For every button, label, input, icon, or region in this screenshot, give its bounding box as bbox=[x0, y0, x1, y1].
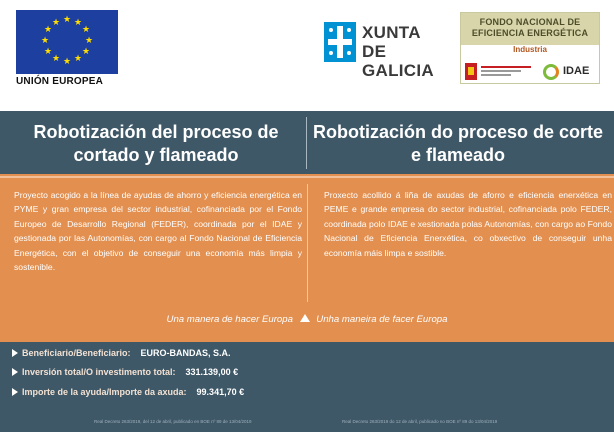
eu-logo bbox=[16, 10, 118, 90]
description-spanish: Proyecto acogido a la línea de ayudas de ahorro y eficiencia energética en PYME y gran empresa del sector industrial, cofinanciada por el Fondo Europeo de Desarrollo Regional (FEDER), coordinada por el IDAE y gestionada por las Autonomías, con cargo al Fondo Nacional de Eficiencia Energética, con el objetivo de conseguir una economía más limpia y sostenible. bbox=[14, 190, 302, 273]
fnee-heading bbox=[461, 13, 599, 45]
eu-flag bbox=[16, 10, 118, 74]
idae-logo bbox=[543, 63, 597, 81]
fnee-logo bbox=[460, 12, 600, 84]
motto-galician: Unha maneira de facer Europa bbox=[316, 314, 448, 325]
idae-wordmark: IDAE bbox=[563, 65, 590, 77]
arrow-right-icon bbox=[12, 349, 18, 357]
arrow-right-icon bbox=[12, 368, 18, 376]
description-galician: Proxecto acollido á liña de axudas de aforro e eficiencia enerxética en PEME e grande empresa do sector industrial, cofinanciada polo FEDER, coordinada polo IDAE e xestionada polas Autonomías, con cargo ao Fondo Nacional de Eficiencia Enerxética, co obxectivo de conseguir unha economía máis limpa e sostible. bbox=[324, 190, 612, 258]
svg-text:★: ★ bbox=[81, 25, 91, 35]
svg-text:★: ★ bbox=[81, 47, 91, 57]
arrow-right-icon bbox=[12, 388, 18, 396]
ministry-text-lines bbox=[481, 66, 531, 78]
logo-strip bbox=[0, 0, 614, 98]
svg-text:★: ★ bbox=[51, 54, 61, 64]
eu-label: UNIÓN EUROPEA bbox=[16, 76, 104, 87]
fnee-line1: FONDO NACIONAL DE bbox=[479, 17, 581, 27]
title-divider bbox=[306, 117, 307, 169]
beneficiary-label: Beneficiario/Beneficiario: bbox=[22, 348, 131, 358]
motto bbox=[0, 314, 614, 325]
aid-value: 99.341,70 € bbox=[196, 387, 245, 397]
investment-value: 331.139,00 € bbox=[185, 367, 239, 377]
svg-text:★: ★ bbox=[73, 18, 83, 28]
beneficiary-row bbox=[12, 348, 231, 362]
aid-row bbox=[12, 387, 244, 401]
xunta-cross-icon bbox=[324, 22, 356, 62]
svg-text:★: ★ bbox=[43, 25, 53, 35]
eu-stars-icon bbox=[16, 10, 118, 74]
title-band bbox=[0, 111, 614, 174]
svg-text:★: ★ bbox=[43, 47, 53, 57]
investment-row bbox=[12, 367, 238, 381]
beneficiary-value: EURO-BANDAS, S.A. bbox=[140, 348, 231, 358]
svg-text:★: ★ bbox=[84, 36, 94, 46]
xunta-logo bbox=[324, 22, 444, 80]
legal-footnotes bbox=[0, 416, 614, 432]
idae-ring-icon bbox=[543, 64, 559, 80]
triangle-icon bbox=[300, 314, 310, 322]
footnote-spanish: Real Decreto 263/2019, del 12 de abril, publicado en BOE nº 89 de 13/04/2019 bbox=[94, 419, 252, 424]
panel-highlight-strip bbox=[0, 176, 614, 178]
spain-shield-icon bbox=[465, 63, 477, 80]
fnee-subtitle: Industria bbox=[513, 45, 547, 54]
fnee-line2: EFICIENCIA ENERGÉTICA bbox=[471, 28, 589, 38]
footnote-galician: Real Decreto 263/2019 do 12 de abril, publicado no BOE nº 89 do 13/04/2019 bbox=[342, 419, 498, 424]
title-galician: Robotización do proceso de corte e flameado bbox=[312, 122, 604, 165]
investment-label: Inversión total/O investimento total: bbox=[22, 367, 176, 377]
column-divider bbox=[307, 184, 308, 302]
aid-label: Importe de la ayuda/Importe da axuda: bbox=[22, 387, 187, 397]
funding-info-panel bbox=[0, 342, 614, 416]
svg-text:★: ★ bbox=[40, 36, 50, 46]
svg-text:★: ★ bbox=[73, 54, 83, 64]
title-spanish: Robotización del proceso de cortado y flameado bbox=[33, 122, 279, 165]
xunta-line1: XUNTA bbox=[362, 23, 421, 42]
svg-text:★: ★ bbox=[62, 57, 72, 67]
svg-text:★: ★ bbox=[51, 18, 61, 28]
xunta-line2: DE GALICIA bbox=[362, 42, 434, 80]
motto-spanish: Una manera de hacer Europa bbox=[166, 314, 293, 325]
xunta-wordmark bbox=[362, 23, 444, 80]
svg-text:★: ★ bbox=[62, 15, 72, 25]
gobierno-logo bbox=[465, 63, 535, 81]
